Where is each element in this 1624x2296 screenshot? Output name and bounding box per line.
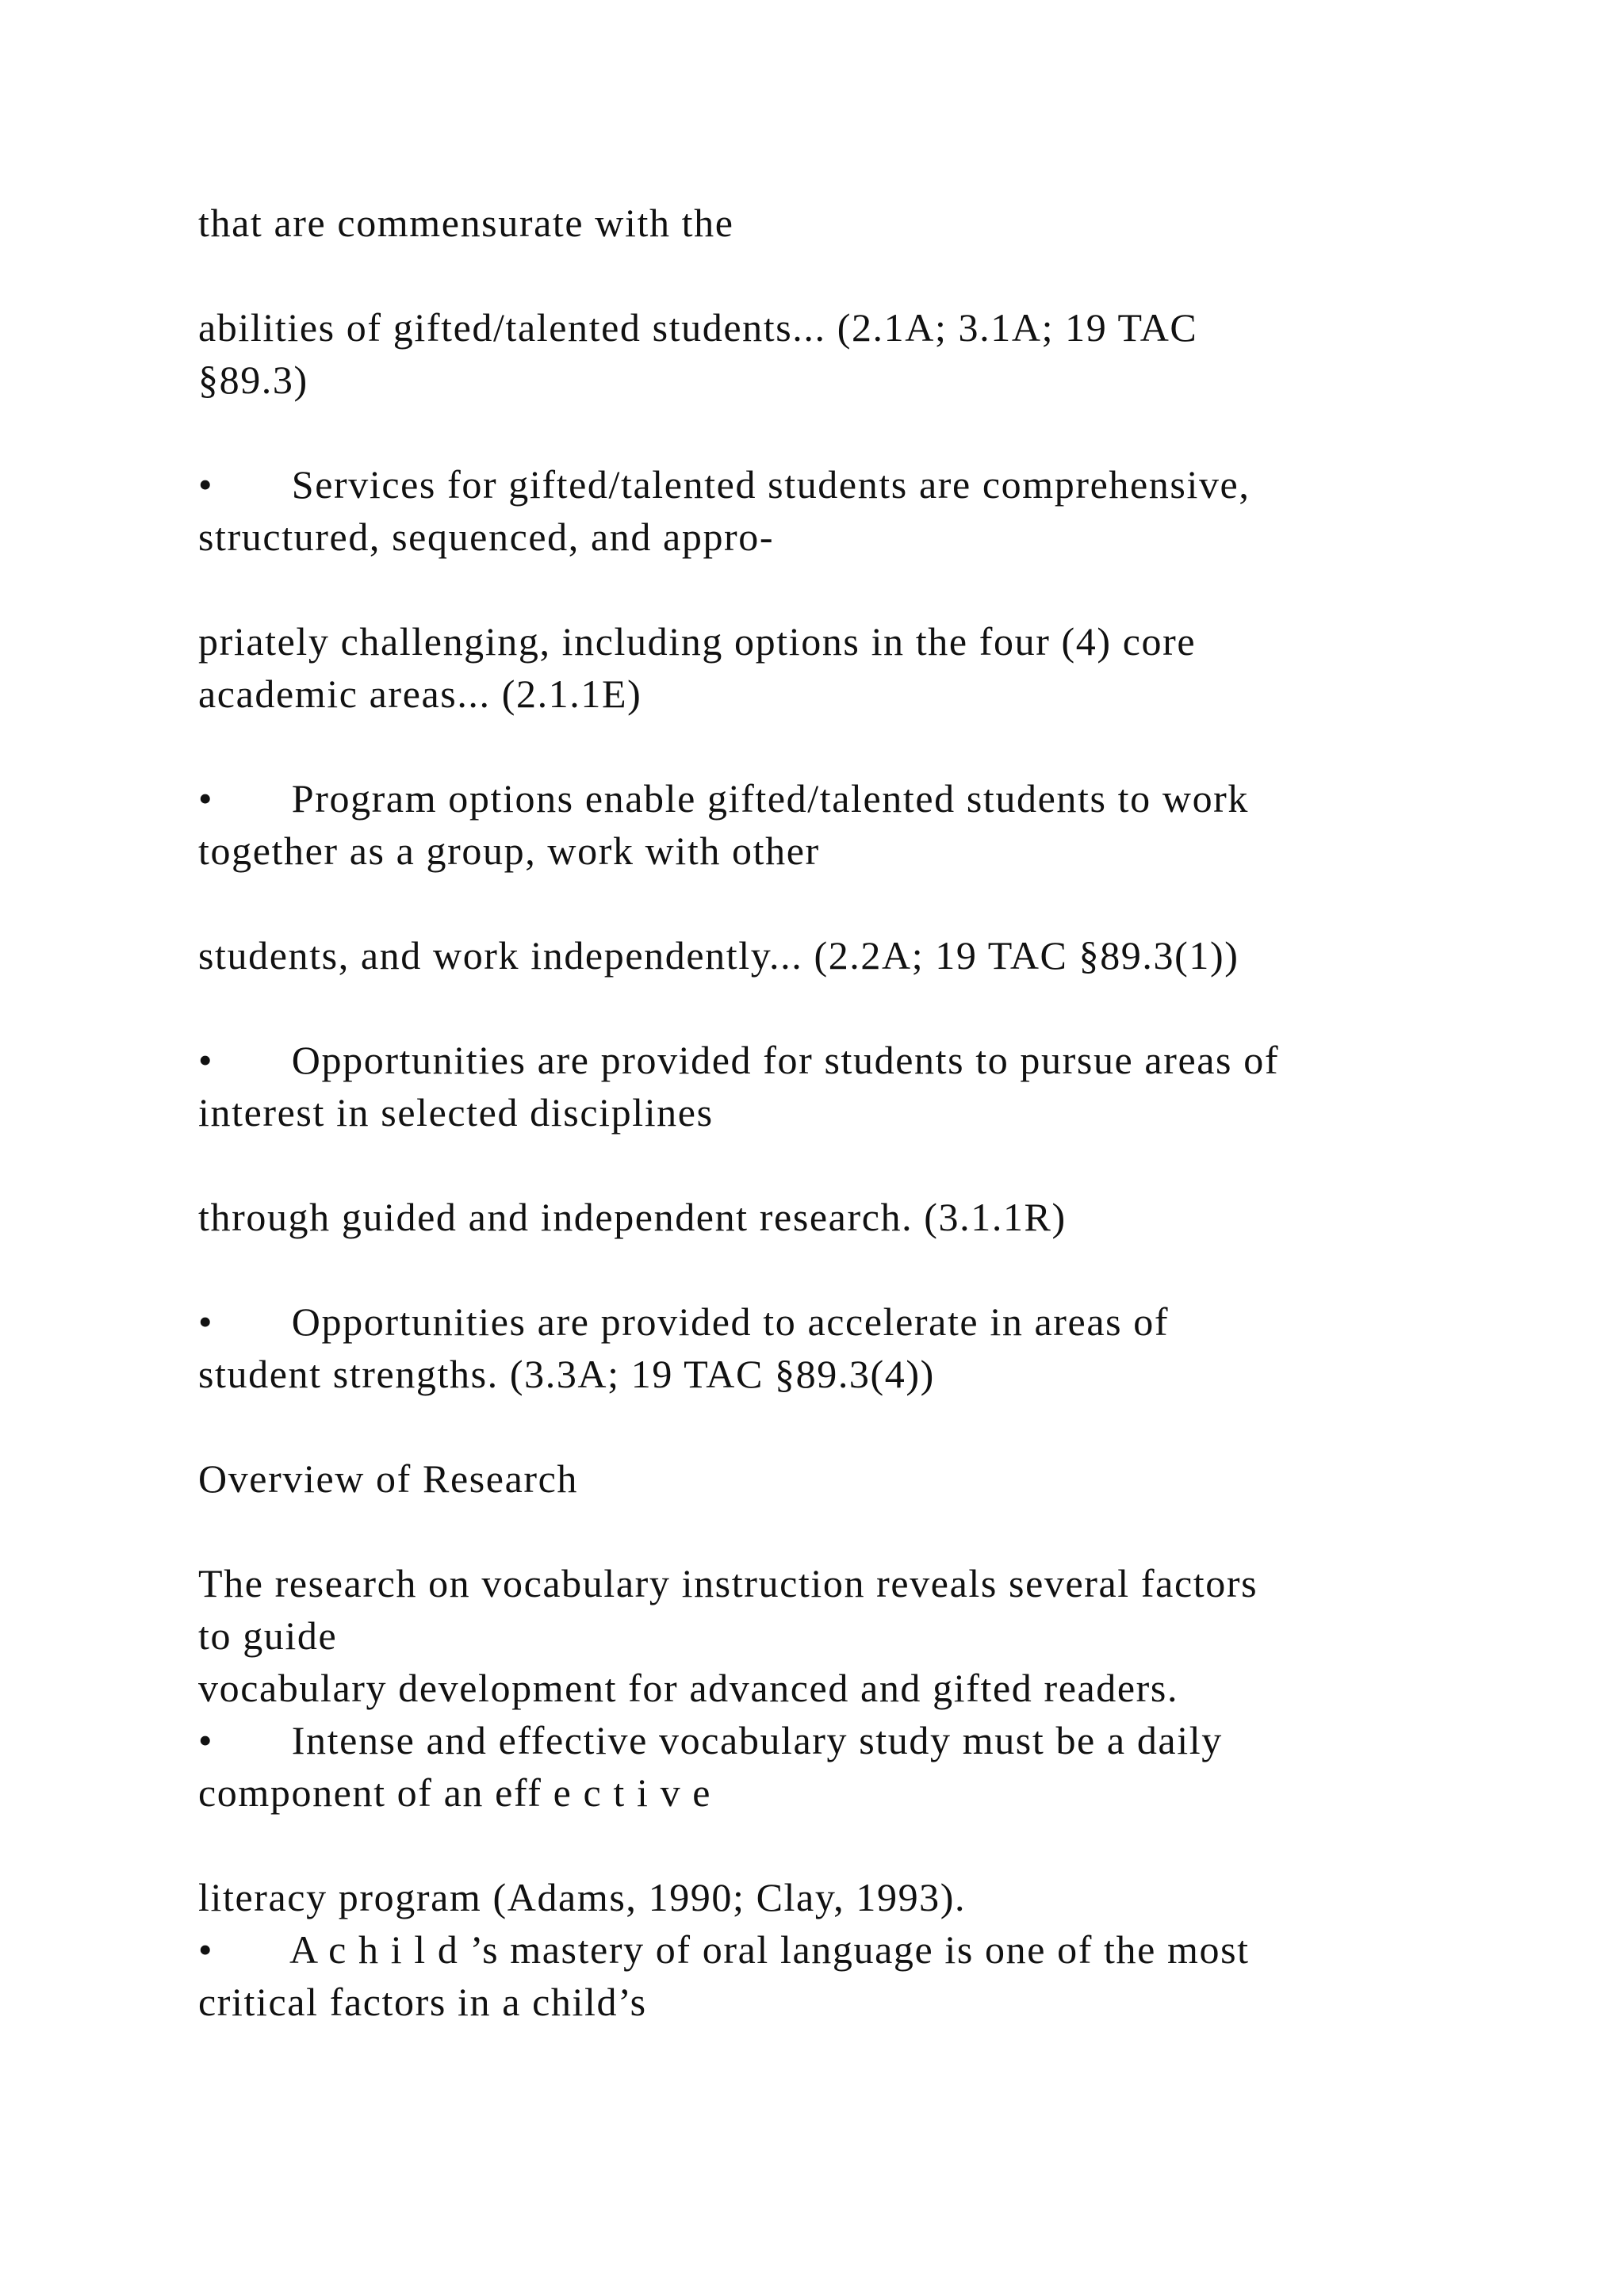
bullet-item: • Opportunities are provided for students to pursue areas of (198, 1038, 1280, 1082)
text-line: vocabulary development for advanced and gifted readers. (198, 1666, 1179, 1710)
text-line: that are commensurate with the (198, 201, 734, 245)
text-line: §89.3) (198, 358, 308, 402)
text-line: together as a group, work with other (198, 828, 820, 873)
text-line: literacy program (Adams, 1990; Clay, 1993). (198, 1875, 967, 1919)
section-heading: Overview of Research (198, 1456, 579, 1501)
text-line: students, and work independently... (2.2A; 19 TAC §89.3(1)) (198, 933, 1239, 978)
text-line: critical factors in a child’s (198, 1980, 647, 2024)
text-line: abilities of gifted/talented students... (2.1A; 3.1A; 19 TAC (198, 305, 1198, 350)
text-line: priately challenging, including options in the four (4) core (198, 619, 1197, 664)
bullet-item: • Program options enable gifted/talented students to work (198, 776, 1250, 821)
text-line: structured, sequenced, and appro- (198, 515, 775, 559)
text-line: through guided and independent research. (3.1.1R) (198, 1195, 1067, 1239)
bullet-item: • A c h i l d ’s mastery of oral language is one of the most (198, 1927, 1250, 1972)
text-line: student strengths. (3.3A; 19 TAC §89.3(4)) (198, 1352, 935, 1396)
bullet-item: • Intense and effective vocabulary study must be a daily (198, 1718, 1223, 1762)
bullet-item: • Opportunities are provided to accelerate in areas of (198, 1299, 1170, 1344)
bullet-item: • Services for gifted/talented students are comprehensive, (198, 462, 1251, 507)
text-line: component of an eff e c t i v e (198, 1770, 712, 1815)
text-line: to guide (198, 1613, 338, 1658)
text-line: academic areas... (2.1.1E) (198, 672, 642, 716)
text-line: The research on vocabulary instruction reveals several factors (198, 1561, 1258, 1605)
text-line: interest in selected disciplines (198, 1090, 714, 1135)
